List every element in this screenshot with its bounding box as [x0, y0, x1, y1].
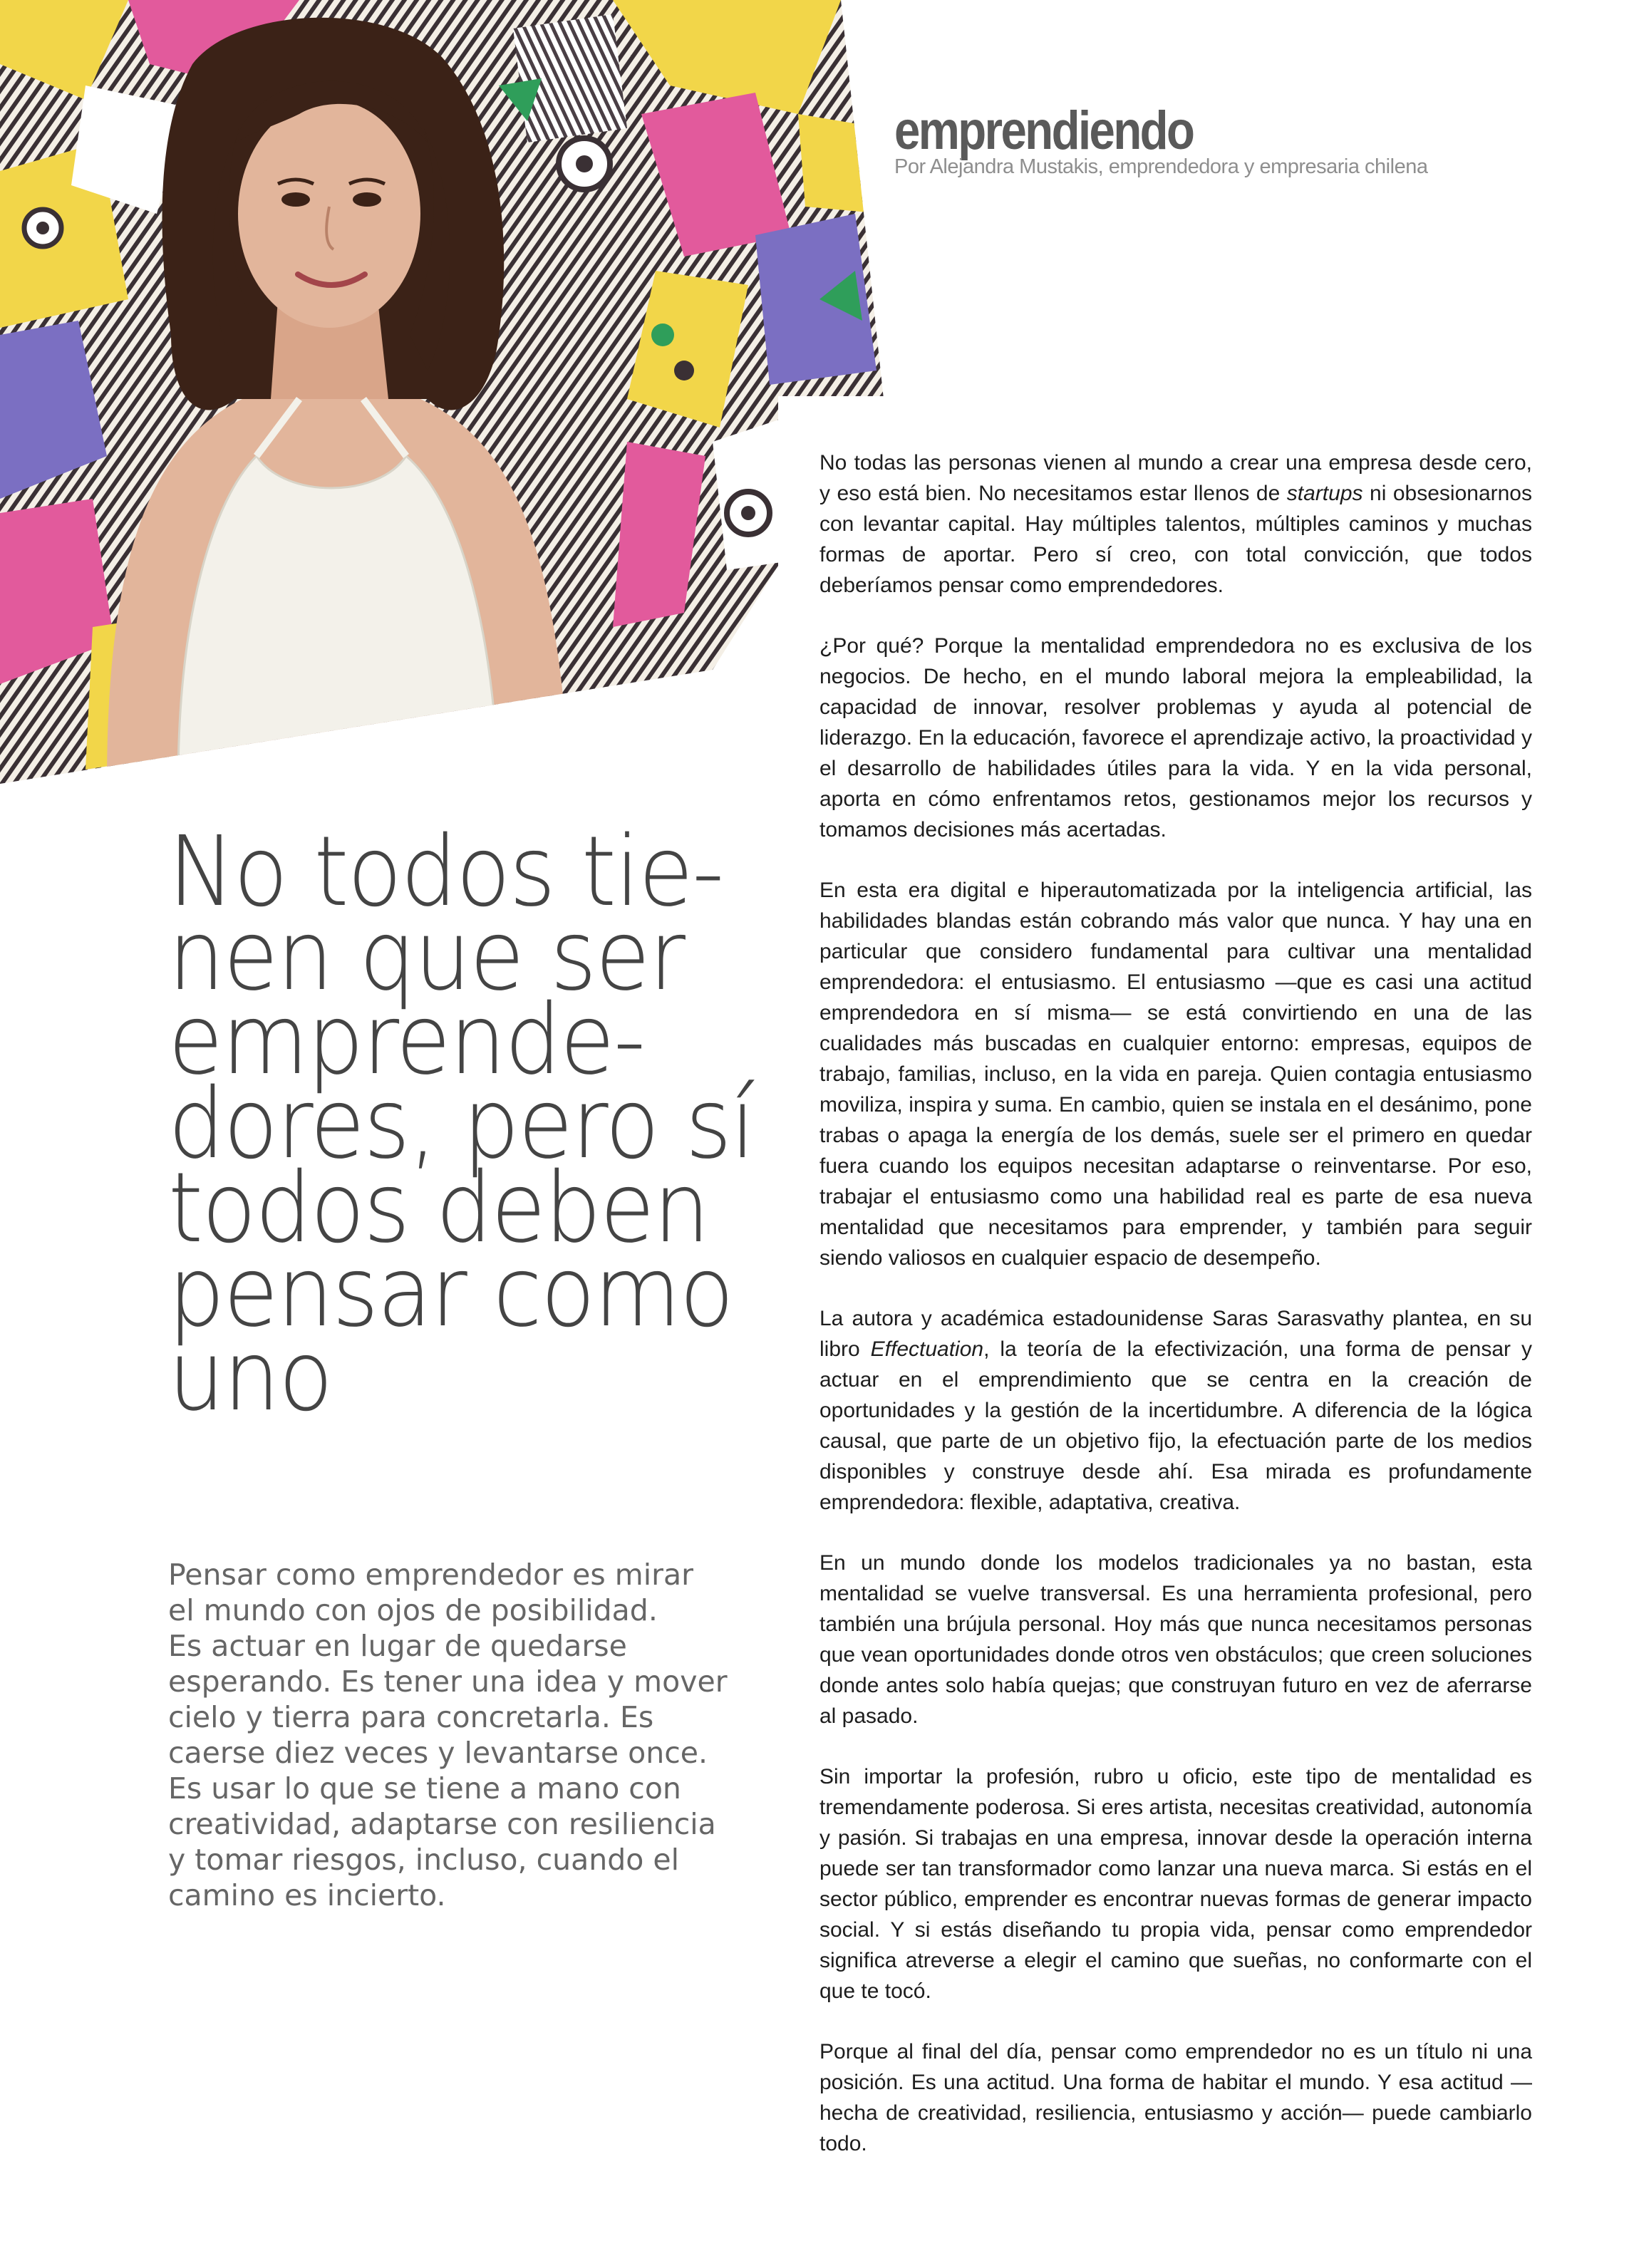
- body-paragraph-1: No todas las personas vienen al mundo a crear una empresa desde cero, y eso está bien. No necesitamos estar llenos de startups ni obsesionarnos con levantar capital. Hay múltiples talentos, múltiples caminos y muchas formas de aportar. Pero sí creo, con total convicción, que todos deberíamos pensar como emprendedores.: [819, 451, 1532, 597]
- lead-line: esperando. Es tener una idea y mover: [168, 1664, 728, 1699]
- lead-paragraph: [168, 1557, 753, 1913]
- body-paragraph-5: En un mundo donde los modelos tradicionales ya no bastan, esta mentalidad se vuelve transversal. Es una herramienta profesional, pero también una brújula personal. Hoy más que nunca necesitamos personas que vean oportunidades donde otros ven obstáculos; que creen soluciones donde antes solo había quejas; que construyan futuro en vez de aferrarse al pasado.: [819, 1551, 1532, 1728]
- headline-line: emprende-: [168, 984, 645, 1097]
- body-paragraph-6: Sin importar la profesión, rubro u oficio, este tipo de mentalidad es tremendamente poderosa. Si eres artista, necesitas creatividad, autonomía y pasión. Si trabajas en una empresa, innovar desde la operación interna puede ser tan transformador como lanzar una nueva marca. Si estás en el sector público, emprender es encontrar nuevas formas de generar impacto social. Y si estás diseñando tu propia vida, pensar como emprendedor significa atreverse a elegir el camino que sueñas, no conformarte con el que te tocó.: [819, 1765, 1532, 2003]
- body-paragraph-4: La autora y académica estadounidense Saras Sarasvathy plantea, en su libro Effectuation, la teoría de la efectivización, una forma de pensar y actuar en el emprendimiento que se centra en la creación de oportunidades y la gestión de la incertidumbre. A diferencia de la lógica causal, que parte de un objetivo fijo, la efectuación parte de los medios disponibles y construye desde ahí. Esa mirada es profundamente emprendedora: flexible, adaptativa, creativa.: [819, 1307, 1532, 1514]
- body-paragraph-2: ¿Por qué? Porque la mentalidad emprendedora no es exclusiva de los negocios. De hecho, en el mundo laboral mejora la empleabilidad, la capacidad de innovar, resolver problemas y ayuda al potencial de liderazgo. En la educación, favorece el aprendizaje activo, la proactividad y el desarrollo de habilidades útiles para la vida. Y en la vida personal, aporta en cómo enfrentamos retos, gestionamos mejor los recursos y tomamos decisiones más acertadas.: [819, 634, 1532, 842]
- headline-line: uno: [168, 1320, 332, 1433]
- lead-line: Pensar como emprendedor es mirar: [168, 1558, 693, 1592]
- lead-line: y tomar riesgos, incluso, cuando el: [168, 1843, 679, 1877]
- lead-line: caerse diez veces y levantarse once.: [168, 1736, 708, 1770]
- lead-line: cielo y tierra para concretarla. Es: [168, 1700, 654, 1734]
- body-paragraph-3: En esta era digital e hiperautomatizada por la inteligencia artificial, las habilidades blandas están cobrando más valor que nunca. Y hay una en particular que considero fundamental para cultivar una mentalidad emprendedora: el entusiasmo. El entusiasmo —que es casi una actitud emprendedora en sí misma— se está convirtiendo en una de las cualidades más buscadas en cualquier entorno: empresas, equipos de trabajo, familias, incluso, en la vida en pareja. Quien contagia entusiasmo moviliza, inspira y suma. En cambio, quien se instala en el desánimo, pone trabas o apaga la energía de los demás, suele ser el primero en quedar fuera cuando los equipos necesitan adaptarse o reinventarse. Por eso, trabajar el entusiasmo como una habilidad real es parte de esa nueva mentalidad que necesitamos para emprender, y también para seguir siendo valiosos en cualquier espacio de desempeño.: [819, 879, 1532, 1270]
- author-photo: [0, 0, 884, 784]
- lead-line: camino es incierto.: [168, 1878, 446, 1912]
- portrait-illustration: [0, 0, 884, 784]
- body-paragraph-7: Porque al final del día, pensar como emprendedor no es un título ni una posición. Es una actitud. Una forma de habitar el mundo. Y esa actitud —hecha de creatividad, resiliencia, entusiasmo y acción— puede cambiarlo todo.: [819, 2040, 1532, 2155]
- lead-line: Es actuar en lugar de quedarse: [168, 1629, 627, 1663]
- section-title: emprendiendo: [894, 100, 1194, 161]
- headline: [168, 816, 795, 1433]
- byline: Por Alejandra Mustakis, emprendedora y empresaria chilena: [894, 155, 1428, 178]
- headline-line: dores, pero sí: [168, 1068, 754, 1181]
- lead-line: el mundo con ojos de posibilidad.: [168, 1593, 658, 1627]
- headline-line: pensar como: [168, 1236, 733, 1349]
- headline-line: No todos tie-: [168, 816, 723, 928]
- article-body: [819, 447, 1532, 2189]
- headline-line: todos deben: [168, 1152, 709, 1265]
- lead-line: creatividad, adaptarse con resiliencia: [168, 1807, 716, 1841]
- lead-line: Es usar lo que se tiene a mano con: [168, 1771, 681, 1806]
- headline-line: nen que ser: [168, 900, 685, 1013]
